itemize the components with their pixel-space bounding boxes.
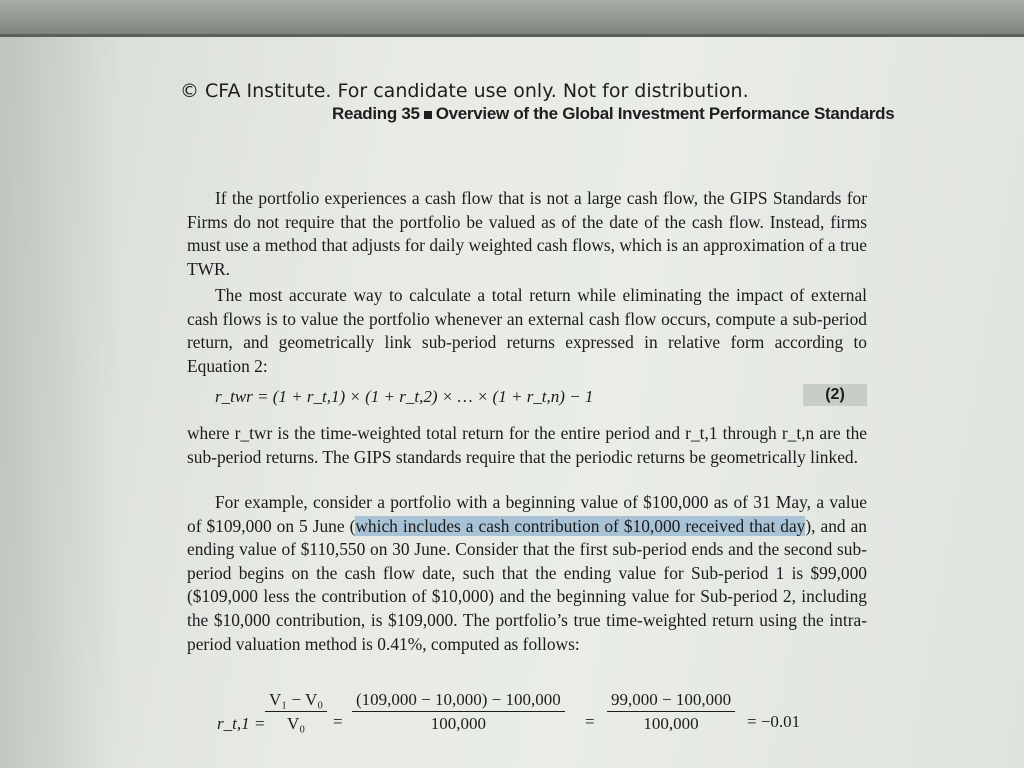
paragraph-3 (187, 422, 867, 469)
paragraph-4-before: For example, consider a portfolio with a beginning value of $100,000 as of 31 May, a value of $109,000 on 5 June ( (187, 492, 867, 536)
subperiod-1-calculation (187, 690, 867, 750)
equation-2-formula: r_twr = (1 + r_t,1) × (1 + r_t,2) × … × (1 + r_t,n) − 1 (215, 387, 594, 406)
reading-number: Reading 35 (332, 104, 420, 123)
fraction-1-denominator: V₀ (286, 714, 306, 733)
fraction-1-numerator: V₁ − V₀ (265, 690, 327, 712)
paragraph-2-text: The most accurate way to calculate a total return while eliminating the impact of external cash flows is to value the portfolio whenever an external cash flow occurs, compute a sub-period return, and geometrically link sub-period returns expressed in relative form according to Equation 2: (187, 285, 867, 376)
paragraph-4 (187, 491, 867, 656)
fraction-definition (265, 690, 327, 734)
paragraph-3-text: where r_twr is the time-weighted total return for the entire period and r_t,1 through r_t,n are the sub-period returns. The GIPS standards require that the periodic returns be geometrically linked. (187, 423, 867, 467)
equation-number: (2) (803, 384, 867, 406)
fraction-values (352, 690, 565, 734)
copyright-notice: © CFA Institute. For candidate use only. Not for distribution. (180, 80, 749, 102)
page-shadow (0, 37, 120, 768)
equation-2 (187, 384, 867, 410)
paragraph-4-after: ), and an ending value of $110,550 on 30 June. Consider that the first sub-period ends and the second sub-period begins on the cash flow date, such that the ending value for Sub-period 1 is $99,000 ($109,000 less the contribution of $10,000) and the beginning value for Sub-period 2, including the $10,000 contribution, is $109,000. The portfolio’s true time-weighted return using the intra-period valuation method is 0.41%, computed as follows: (187, 515, 868, 654)
monitor-bezel (0, 0, 1024, 34)
calc-result: = −0.01 (747, 712, 801, 731)
paragraph-1 (187, 187, 867, 281)
separator-square-icon (424, 111, 432, 119)
calc-lhs: r_t,1 = (217, 714, 266, 733)
reading-title: Overview of the Global Investment Performance Standards (435, 104, 895, 123)
fraction-3-numerator: 99,000 − 100,000 (607, 690, 735, 712)
fraction-simplified (607, 690, 735, 734)
equals-sign: = (333, 712, 343, 731)
fraction-3-denominator: 100,000 (643, 714, 699, 733)
fraction-2-denominator: 100,000 (430, 714, 486, 733)
running-header (332, 104, 894, 124)
paragraph-1-text: If the portfolio experiences a cash flow that is not a large cash flow, the GIPS Standards for Firms do not require that the portfolio be valued as of the date of the cash flow. Instead, firms must use a method that adjusts for daily weighted cash flows, which is an approximation of a true TWR. (187, 188, 867, 279)
paragraph-4-text (187, 491, 867, 656)
paragraph-2 (187, 284, 867, 378)
fraction-2-numerator: (109,000 − 10,000) − 100,000 (352, 690, 565, 712)
equals-sign: = (585, 712, 595, 731)
text-highlight: which includes a cash contribution of $10,000 received that day (355, 515, 806, 536)
